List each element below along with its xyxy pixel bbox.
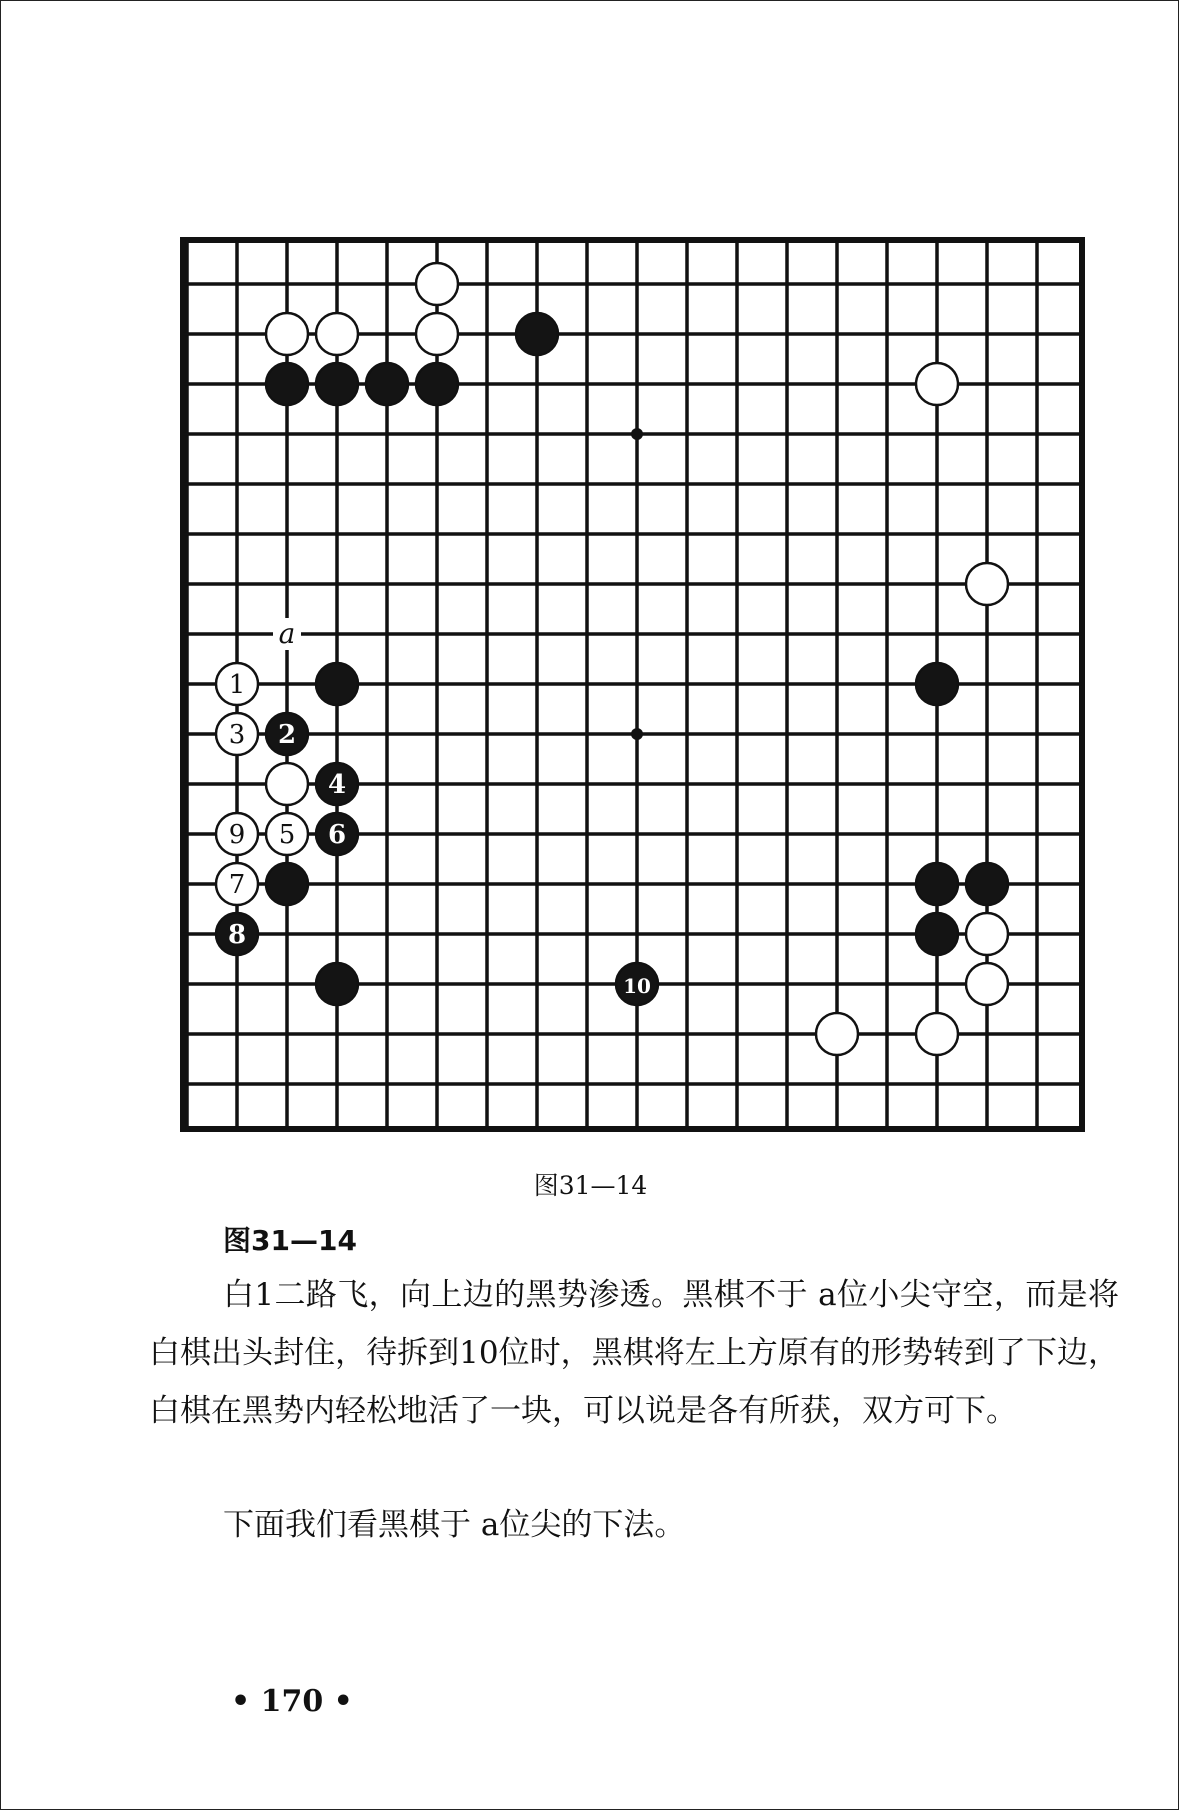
black-stone — [366, 363, 408, 405]
stone-move-number: 9 — [228, 820, 246, 850]
stone-move-number: 6 — [327, 820, 347, 850]
white-stone — [966, 913, 1008, 955]
white-stone — [416, 313, 458, 355]
stone-move-number: 7 — [228, 870, 246, 900]
paragraph-1: 白1二路飞，向上边的黑势渗透。黑棋不于 a位小尖守空，而是将白棋出头封住，待拆到10位时，黑棋将左上方原有的形势转到了下边，白棋在黑势内轻松地活了一块，可以说是各有所获，双方可下。 — [149, 1277, 1119, 1429]
black-stone — [966, 863, 1008, 905]
black-stone — [316, 663, 358, 705]
figure-caption: 图31—14 — [533, 1171, 648, 1200]
stone-move-number: 8 — [227, 920, 247, 950]
star-point — [631, 428, 643, 440]
section-heading: 图31—14 — [223, 1224, 357, 1257]
page-number: • 170 • — [231, 1684, 353, 1719]
black-stone — [916, 863, 958, 905]
black-stone — [916, 663, 958, 705]
black-stone — [916, 913, 958, 955]
white-stone — [916, 363, 958, 405]
white-stone — [266, 763, 308, 805]
white-stone — [916, 1013, 958, 1055]
white-stone — [966, 963, 1008, 1005]
black-stone — [316, 963, 358, 1005]
white-stone — [416, 263, 458, 305]
stone-move-number: 4 — [327, 770, 347, 800]
black-stone — [416, 363, 458, 405]
paragraph-2: 下面我们看黑棋于 a位尖的下法。 — [223, 1507, 686, 1543]
black-stone — [266, 363, 308, 405]
point-a-marker: a — [278, 617, 296, 650]
white-stone — [816, 1013, 858, 1055]
white-stone — [966, 563, 1008, 605]
star-point — [631, 728, 643, 740]
black-stone — [516, 313, 558, 355]
black-stone — [266, 863, 308, 905]
stone-move-number: 3 — [228, 720, 246, 750]
stone-move-number: 2 — [277, 720, 297, 750]
white-stone — [266, 313, 308, 355]
go-board-diagram — [1, 1, 1179, 1161]
stone-move-number: 1 — [228, 670, 246, 700]
stone-move-number: 10 — [623, 974, 651, 998]
black-stone — [316, 363, 358, 405]
stone-move-number: 5 — [278, 820, 296, 850]
white-stone — [316, 313, 358, 355]
